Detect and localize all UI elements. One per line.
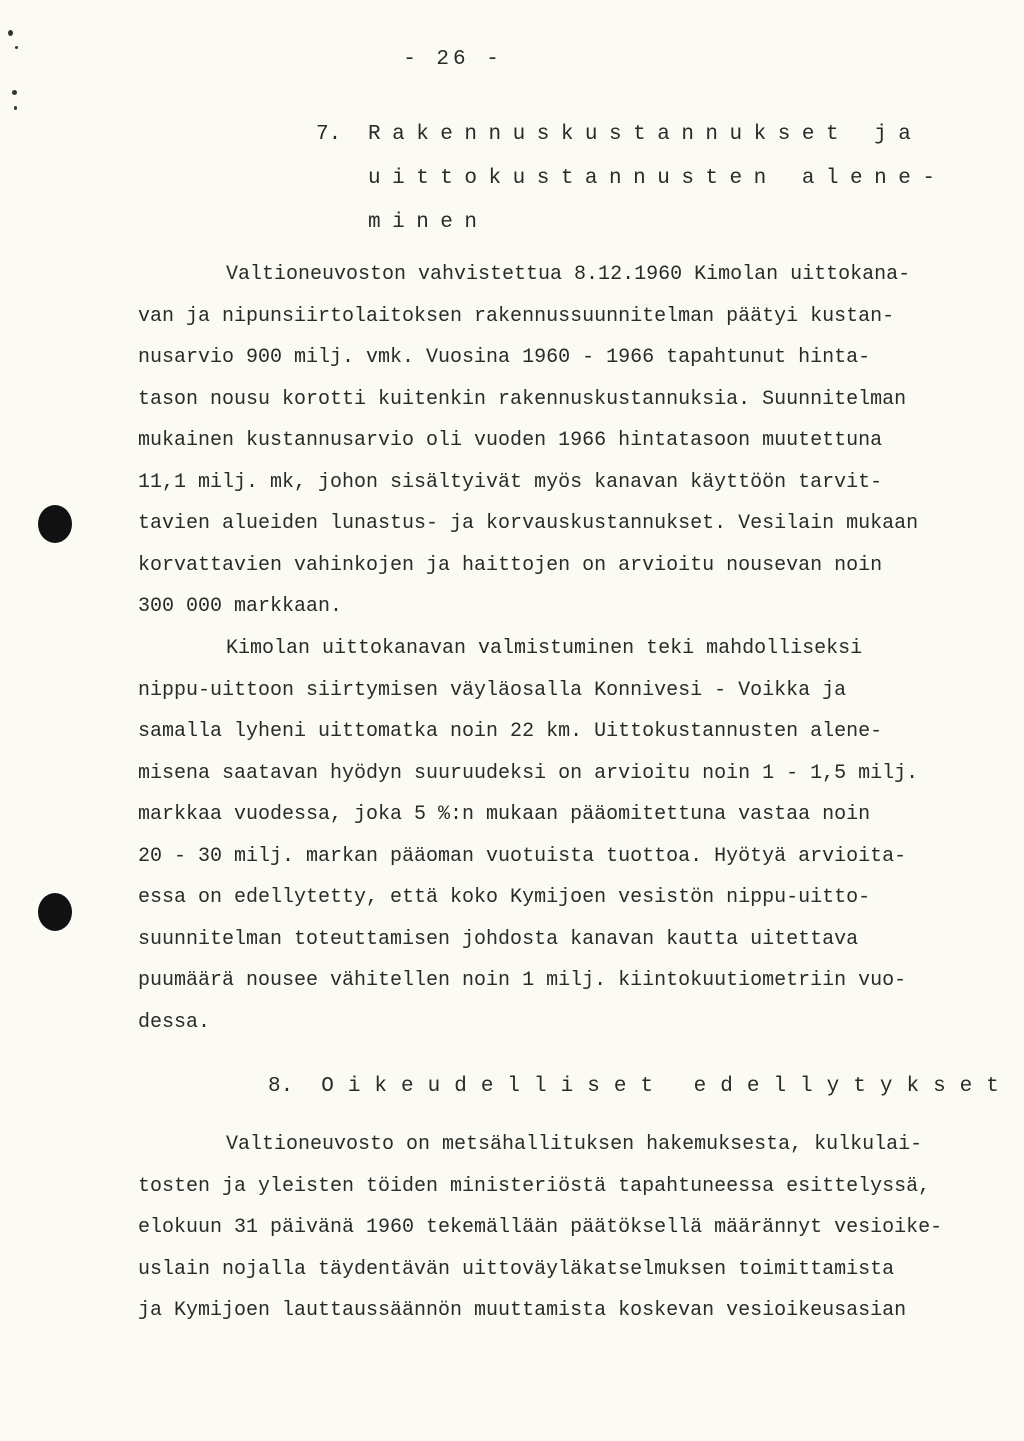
text-line: 20 - 30 milj. markan pääoman vuotuista tuottoa. Hyötyä arvioita-	[138, 844, 907, 868]
text-line: uslain nojalla täydentävän uittoväyläkatselmuksen toimittamista	[138, 1257, 895, 1281]
section-8-heading	[268, 1067, 1013, 1107]
text-line: dessa.	[138, 1010, 211, 1034]
text-line: 11,1 milj. mk, johon sisältyivät myös kanavan käyttöön tarvit-	[138, 470, 883, 494]
punch-hole	[38, 893, 72, 931]
section-7-title-line: minen	[368, 211, 489, 234]
section-8-title: Oikeudelliset edellytykset	[321, 1075, 1013, 1098]
speck	[8, 30, 13, 36]
punch-hole	[38, 505, 72, 543]
text-line: elokuun 31 päivänä 1960 tekemällään päätöksellä määrännyt vesioike-	[138, 1216, 943, 1239]
section-7-title-line: Rakennuskustannukset ja	[368, 123, 923, 146]
text-line: van ja nipunsiirtolaitoksen rakennussuunnitelman päätyi kustan-	[138, 304, 895, 328]
text-line: Valtioneuvosto on metsähallituksen hakemuksesta, kulkulai-	[226, 1133, 923, 1156]
text-line: samalla lyheni uittomatka noin 22 km. Uittokustannusten alene-	[138, 720, 883, 743]
text-line: korvattavien vahinkojen ja haittojen on arvioitu nousevan noin	[138, 553, 883, 577]
text-line: nusarvio 900 milj. vmk. Vuosina 1960 - 1966 tapahtunut hinta-	[138, 346, 871, 369]
page-number: - 26 -	[403, 48, 503, 71]
text-line: essa on edellytetty, että koko Kymijoen vesistön nippu-uitto-	[138, 886, 871, 909]
text-line: puumäärä nousee vähitellen noin 1 milj. kiintokuutiometriin vuo-	[138, 969, 907, 992]
speck	[12, 90, 17, 95]
text-line: suunnitelman toteuttamisen johdosta kanavan kautta uitettava	[138, 927, 859, 951]
text-line: tason nousu korotti kuitenkin rakennuskustannuksia. Suunnitelman	[138, 387, 907, 411]
paragraph-2	[138, 628, 958, 1043]
text-line: Valtioneuvoston vahvistettua 8.12.1960 Kimolan uittokana-	[226, 263, 911, 286]
speck	[14, 106, 17, 110]
text-line: tavien alueiden lunastus- ja korvauskustannukset. Vesilain mukaan	[138, 512, 919, 535]
section-7-number: 7.	[316, 123, 342, 146]
text-line: markkaa vuodessa, joka 5 %:n mukaan pääomitettuna vastaa noin	[138, 803, 871, 826]
paragraph-1	[138, 254, 958, 628]
paragraph-3	[138, 1124, 958, 1332]
text-line: ja Kymijoen lauttaussäännön muuttamista koskevan vesioikeusasian	[138, 1299, 907, 1322]
text-line: misena saatavan hyödyn suuruudeksi on arvioitu noin 1 - 1,5 milj.	[138, 761, 919, 785]
text-line: nippu-uittoon siirtymisen väyläosalla Konnivesi - Voikka ja	[138, 678, 847, 702]
text-line: 300 000 markkaan.	[138, 595, 343, 618]
section-8-number: 8.	[268, 1075, 294, 1098]
text-line: mukainen kustannusarvio oli vuoden 1966 hintatasoon muutettuna	[138, 429, 883, 452]
text-line: tosten ja yleisten töiden ministeriöstä tapahtuneessa esittelyssä,	[138, 1174, 931, 1198]
section-7-title-line: uittokustannusten alene-	[368, 167, 947, 190]
text-line: Kimolan uittokanavan valmistuminen teki mahdolliseksi	[226, 637, 863, 660]
